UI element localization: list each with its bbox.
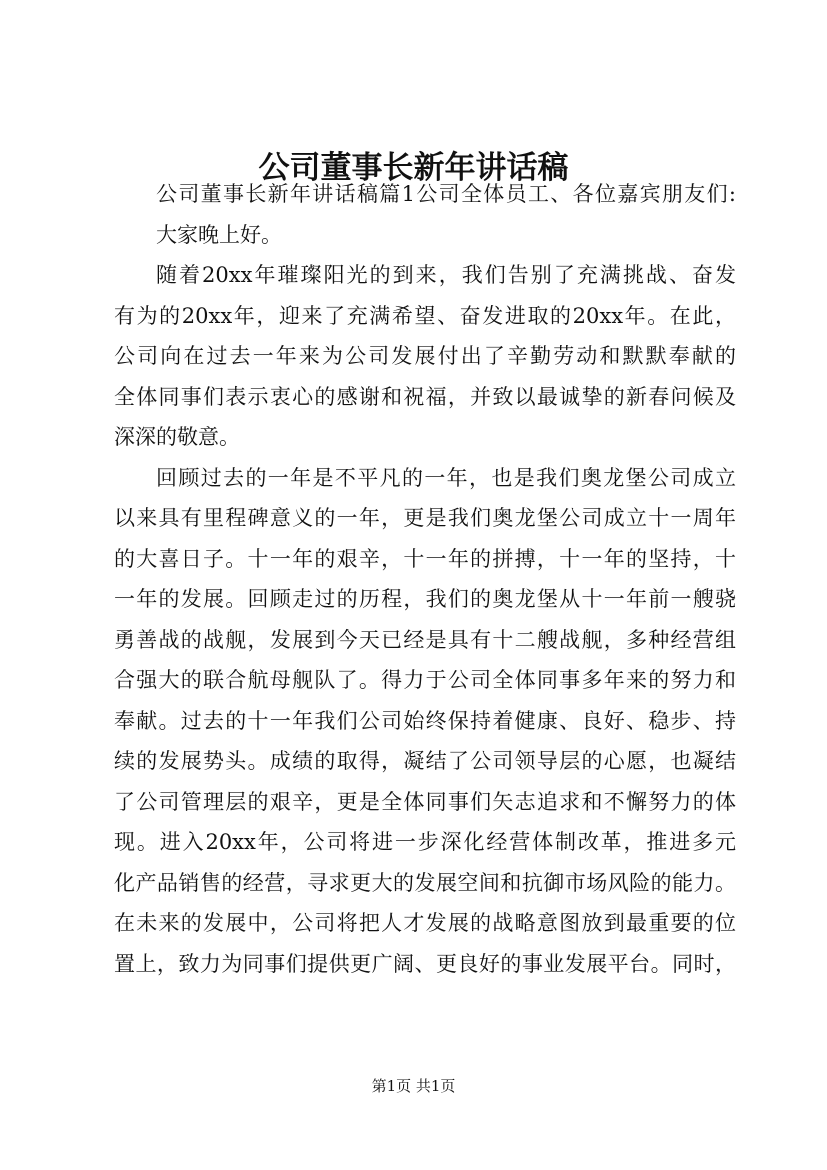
body-line: 了公司管理层的艰辛，更是全体同事们矢志追求和不懈努力的体 bbox=[114, 789, 736, 814]
document-title: 公司董事长新年讲话稿 bbox=[258, 150, 569, 186]
body-line: 续的发展势头。成绩的取得，凝结了公司领导层的心愿，也凝结 bbox=[114, 749, 736, 773]
body-line: 有为的20xx年，迎来了充满希望、奋发进取的20xx年。在此， bbox=[114, 303, 736, 328]
body-line: 以来具有里程碑意义的一年，更是我们奥龙堡公司成立十一周年 bbox=[114, 506, 736, 530]
body-line: 化产品销售的经营，寻求更大的发展空间和抗御市场风险的能力。 bbox=[114, 870, 736, 895]
body-line: 现。进入20xx年，公司将进一步深化经营体制改革，推进多元 bbox=[114, 830, 736, 854]
body-line: 勇善战的战舰，发展到今天已经是具有十二艘战舰，多种经营组 bbox=[114, 627, 736, 652]
body-line: 在未来的发展中，公司将把人才发展的战略意图放到最重要的位 bbox=[114, 911, 736, 935]
body-line: 的大喜日子。十一年的艰辛，十一年的拼搏，十一年的坚持，十 bbox=[114, 546, 736, 571]
body-line: 合强大的联合航母舰队了。得力于公司全体同事多年来的努力和 bbox=[114, 668, 736, 692]
body-line: 深深的敬意。 bbox=[114, 425, 240, 449]
body-line: 置上，致力为同事们提供更广阔、更良好的事业发展平台。同时， bbox=[114, 951, 736, 976]
body-line: 公司董事长新年讲话稿篇1公司全体员工、各位嘉宾朋友们: bbox=[156, 182, 736, 206]
body-line: 奉献。过去的十一年我们公司始终保持着健康、良好、稳步、持 bbox=[114, 708, 736, 733]
page-number-footer: 第1页 共1页 bbox=[371, 1077, 456, 1095]
body-line: 一年的发展。回顾走过的历程，我们的奥龙堡从十一年前一艘骁 bbox=[114, 587, 736, 611]
body-line: 随着20xx年璀璨阳光的到来，我们告别了充满挑战、奋发 bbox=[156, 263, 736, 287]
body-line: 回顾过去的一年是不平凡的一年，也是我们奥龙堡公司成立 bbox=[156, 465, 736, 490]
document-body bbox=[114, 174, 736, 984]
body-line: 公司向在过去一年来为公司发展付出了辛勤劳动和默默奉献的 bbox=[114, 344, 736, 368]
body-line: 大家晚上好。 bbox=[156, 222, 282, 247]
body-line: 全体同事们表示衷心的感谢和祝福，并致以最诚挚的新春问候及 bbox=[114, 384, 736, 409]
